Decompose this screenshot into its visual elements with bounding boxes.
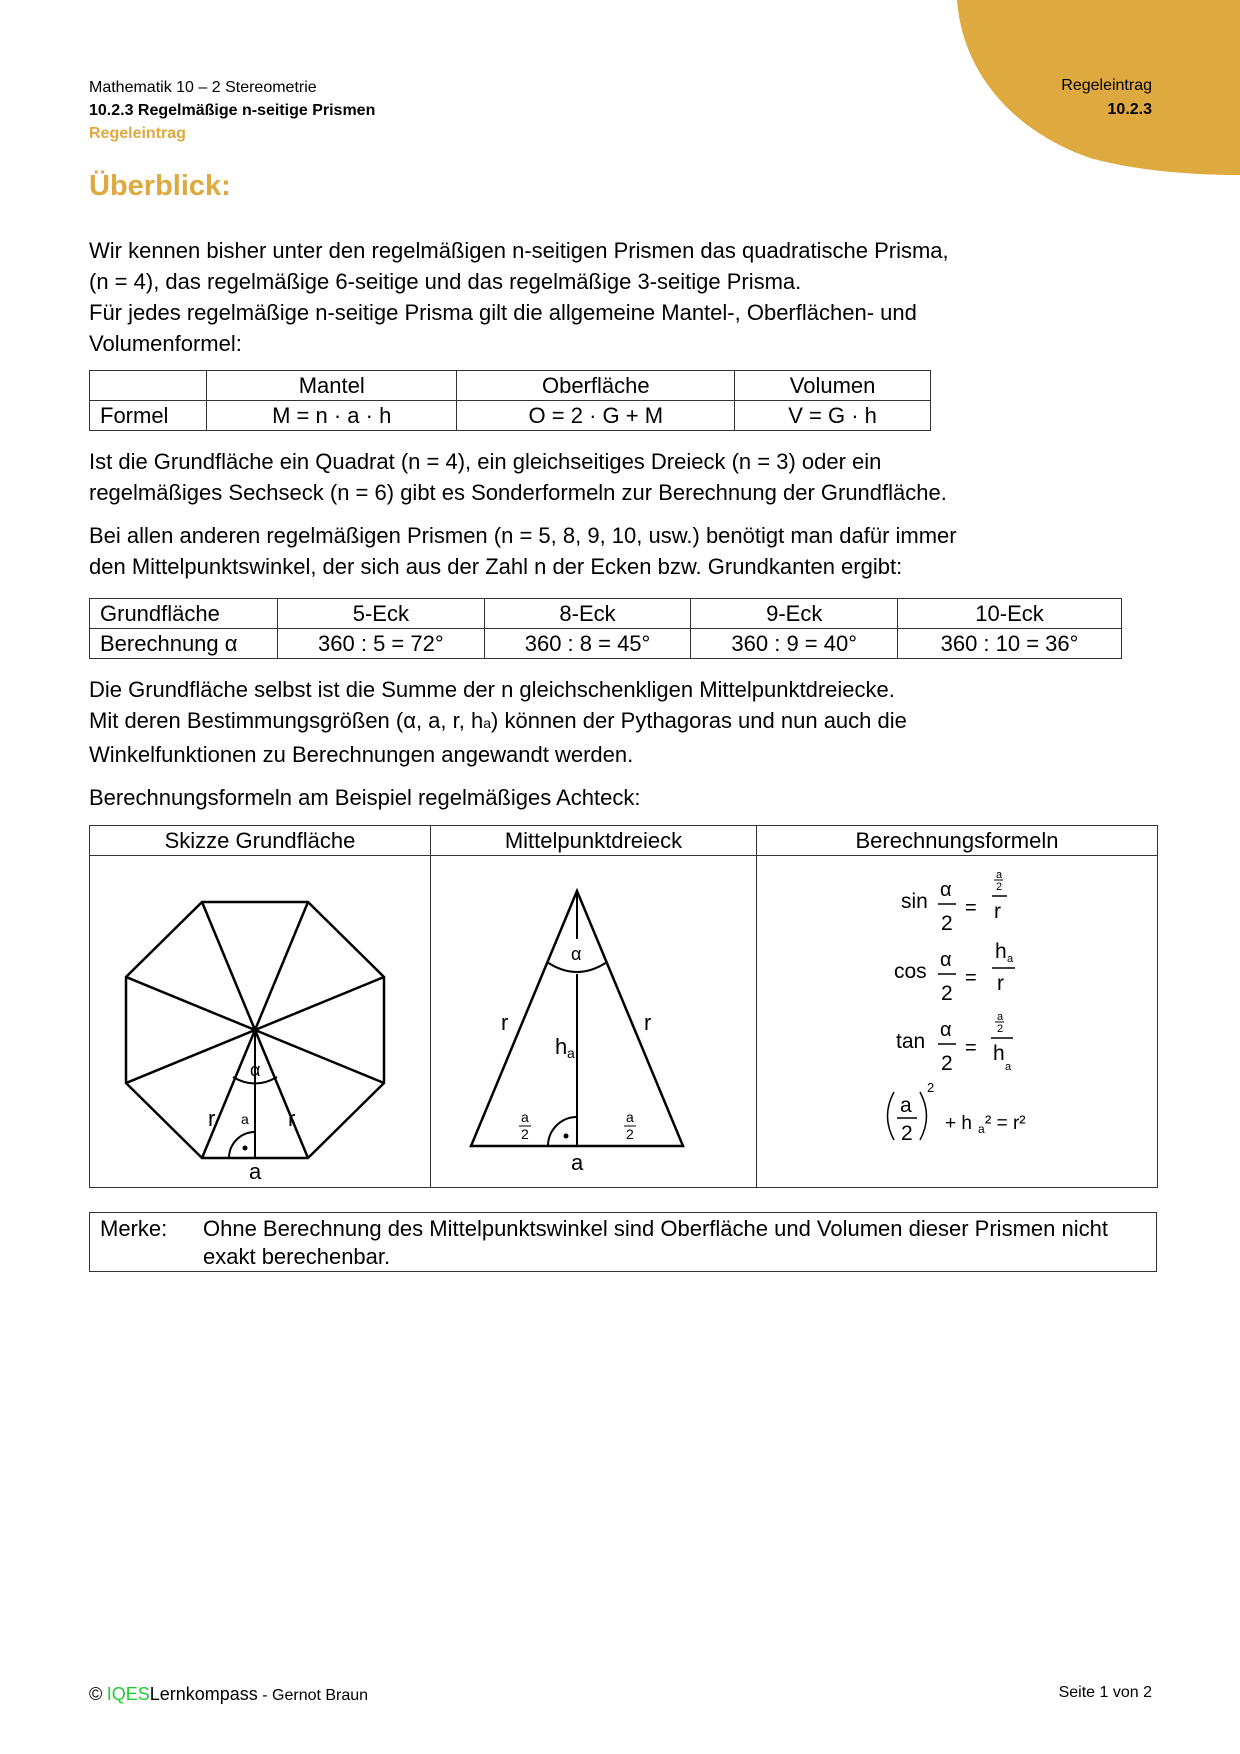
- octagon-cell: [90, 856, 431, 1188]
- sin-formula: [901, 869, 1007, 935]
- table-cell: 360 : 10 = 36°: [898, 629, 1122, 659]
- half-base-den-left: 2: [521, 1126, 529, 1142]
- text-span: Mit deren Bestimmungsgrößen (α, a, r, h: [89, 708, 484, 733]
- height-label: h: [555, 1034, 568, 1059]
- copyright-icon: ©: [89, 1684, 103, 1704]
- table-row: [90, 401, 931, 431]
- sum-paragraph: [89, 674, 1169, 770]
- alpha: α: [940, 879, 952, 901]
- special-line: regelmäßiges Sechseck (n = 6) gibt es Sonderformeln zur Berechnung der Grundfläche.: [89, 480, 947, 505]
- footer-brand: [89, 1684, 368, 1705]
- table-cell: M = n · a · h: [207, 401, 457, 431]
- brand-lernkompass: Lernkompass: [149, 1684, 258, 1704]
- intro-line: (n = 4), das regelmäßige 6-seitige und das regelmäßige 3-seitige Prisma.: [89, 269, 802, 294]
- half-base-den-right: 2: [626, 1126, 634, 1142]
- table-cell: 360 : 5 = 72°: [278, 629, 485, 659]
- table-cell: V = G · h: [735, 401, 931, 431]
- table-header-cell: 9-Eck: [691, 599, 898, 629]
- table-cell: 360 : 8 = 45°: [484, 629, 691, 659]
- table-header-cell: Volumen: [735, 371, 931, 401]
- two: 2: [941, 1052, 953, 1075]
- right-angle-arc: [229, 1132, 255, 1158]
- pythagoras-formula: [888, 1080, 1026, 1145]
- page-number: Seite 1 von 2: [1058, 1684, 1152, 1701]
- formula-table: [89, 370, 931, 431]
- special-paragraph: [89, 446, 1169, 508]
- cos-label: cos: [894, 960, 927, 983]
- height-label: a: [241, 1111, 249, 1127]
- sum-line: Die Grundfläche selbst ist die Summe der n gleichschenkligen Mittelpunktdreiecke.: [89, 677, 895, 702]
- alpha-label: α: [571, 944, 582, 964]
- two: 2: [997, 1023, 1004, 1035]
- subscript: a: [483, 715, 492, 731]
- formulas-cell: [757, 856, 1158, 1188]
- table-cell: Grundfläche: [90, 599, 278, 629]
- alpha: α: [940, 1019, 952, 1041]
- a: a: [996, 869, 1003, 881]
- two: 2: [996, 881, 1003, 893]
- right-angle-dot: [564, 1134, 569, 1139]
- angle-table: [89, 598, 1122, 659]
- table-header-cell: Skizze Grundfläche: [90, 826, 431, 856]
- triangle-figure: [431, 856, 756, 1181]
- example-intro: Berechnungsformeln am Beispiel regelmäßiges Achteck:: [89, 785, 641, 810]
- base-label: a: [249, 1159, 262, 1181]
- intro-line: Wir kennen bisher unter den regelmäßigen n-seitigen Prismen das quadratische Prisma,: [89, 238, 949, 263]
- special-line: Ist die Grundfläche ein Quadrat (n = 4), ein gleichseitiges Dreieck (n = 3) oder ein: [89, 449, 882, 474]
- intro-paragraph: [89, 235, 1169, 359]
- pyth-sub: a: [978, 1122, 985, 1136]
- equals: =: [965, 897, 977, 919]
- half-base-num-left: a: [521, 1109, 529, 1125]
- table-header-row: [90, 371, 931, 401]
- others-line: Bei allen anderen regelmäßigen Prismen (n = 5, 8, 9, 10, usw.) benötigt man dafür immer: [89, 523, 957, 548]
- others-line: den Mittelpunktswinkel, der sich aus der Zahl n der Ecken bzw. Grundkanten ergibt:: [89, 554, 903, 579]
- note-box: [89, 1212, 1157, 1272]
- sin-label: sin: [901, 890, 928, 913]
- table-header-row: [90, 599, 1122, 629]
- table-header-cell: 8-Eck: [484, 599, 691, 629]
- table-cell: O = 2 · G + M: [457, 401, 735, 431]
- intro-line: Volumenformel:: [89, 331, 242, 356]
- table-header-cell: Berechnungsformeln: [757, 826, 1158, 856]
- table-header-cell: Oberfläche: [457, 371, 735, 401]
- h: h: [993, 1042, 1005, 1065]
- two: 2: [941, 982, 953, 1005]
- height-subscript: a: [567, 1045, 575, 1061]
- table-cell: Berechnung α: [90, 629, 278, 659]
- table-row: [90, 856, 1158, 1188]
- two: 2: [901, 1122, 913, 1145]
- h: h: [995, 940, 1007, 963]
- table-header-cell: Mittelpunktdreieck: [431, 826, 757, 856]
- right-angle-dot: [243, 1146, 248, 1151]
- table-cell: Formel: [90, 401, 207, 431]
- half-base-num-right: a: [626, 1109, 634, 1125]
- subject-line: Mathematik 10 – 2 Stereometrie: [89, 79, 317, 96]
- r: r: [994, 900, 1001, 923]
- tan-formula: [896, 1011, 1013, 1075]
- formulas-figure: [757, 856, 1157, 1181]
- r: r: [997, 972, 1004, 995]
- others-paragraph: [89, 520, 1169, 582]
- cos-formula: [894, 940, 1015, 1005]
- octagon-figure: [90, 856, 430, 1181]
- h-sub: a: [1007, 953, 1014, 965]
- intro-line: Für jedes regelmäßige n-seitige Prisma gilt die allgemeine Mantel-, Oberflächen- und: [89, 300, 917, 325]
- table-header-row: [90, 826, 1158, 856]
- two: 2: [941, 912, 953, 935]
- example-table: [89, 825, 1158, 1188]
- right-paren: [920, 1092, 927, 1140]
- alpha-label: α: [250, 1060, 261, 1080]
- header-badge: [1061, 74, 1152, 122]
- alpha: α: [940, 949, 952, 971]
- pyth-plus-h: + h: [945, 1113, 972, 1134]
- badge-label: Regeleintrag: [1061, 77, 1152, 94]
- r-label-right: r: [644, 1010, 652, 1035]
- triangle-cell: [431, 856, 757, 1188]
- table-row: [90, 629, 1122, 659]
- table-header-cell: 5-Eck: [278, 599, 485, 629]
- category-label: Regeleintrag: [89, 125, 186, 142]
- sum-line: Winkelfunktionen zu Berechnungen angewandt werden.: [89, 742, 634, 767]
- table-cell: [90, 371, 207, 401]
- note-text: Ohne Berechnung des Mittelpunktswinkel sind Oberfläche und Volumen dieser Prismen nicht exakt berechenbar.: [203, 1216, 1108, 1269]
- pyth-tail: ² = r²: [985, 1113, 1026, 1134]
- chapter-title: 10.2.3 Regelmäßige n-seitige Prismen: [89, 102, 376, 119]
- section-title: Überblick:: [89, 170, 231, 202]
- note-label: Merke:: [100, 1216, 168, 1241]
- author: - Gernot Braun: [257, 1687, 369, 1704]
- text-span: ) können der Pythagoras und nun auch die: [491, 708, 907, 733]
- table-header-cell: 10-Eck: [898, 599, 1122, 629]
- r-label-left: r: [501, 1010, 509, 1035]
- table-cell: 360 : 9 = 40°: [691, 629, 898, 659]
- equals: =: [965, 1037, 977, 1059]
- a: a: [997, 1011, 1004, 1023]
- left-paren: [888, 1092, 895, 1140]
- table-header-cell: Mantel: [207, 371, 457, 401]
- badge-number: 10.2.3: [1107, 101, 1152, 118]
- brand-iqes: IQES: [106, 1684, 150, 1704]
- r-label-left: r: [208, 1106, 216, 1131]
- right-angle-arc: [548, 1117, 577, 1146]
- base-label: a: [571, 1150, 584, 1175]
- h-sub: a: [1005, 1061, 1012, 1073]
- r-label-right: r: [288, 1106, 296, 1131]
- document-header: [89, 76, 375, 145]
- sum-line: [89, 705, 1169, 739]
- tan-label: tan: [896, 1030, 926, 1053]
- a: a: [900, 1094, 912, 1117]
- exponent: 2: [927, 1080, 935, 1095]
- equals: =: [965, 967, 977, 989]
